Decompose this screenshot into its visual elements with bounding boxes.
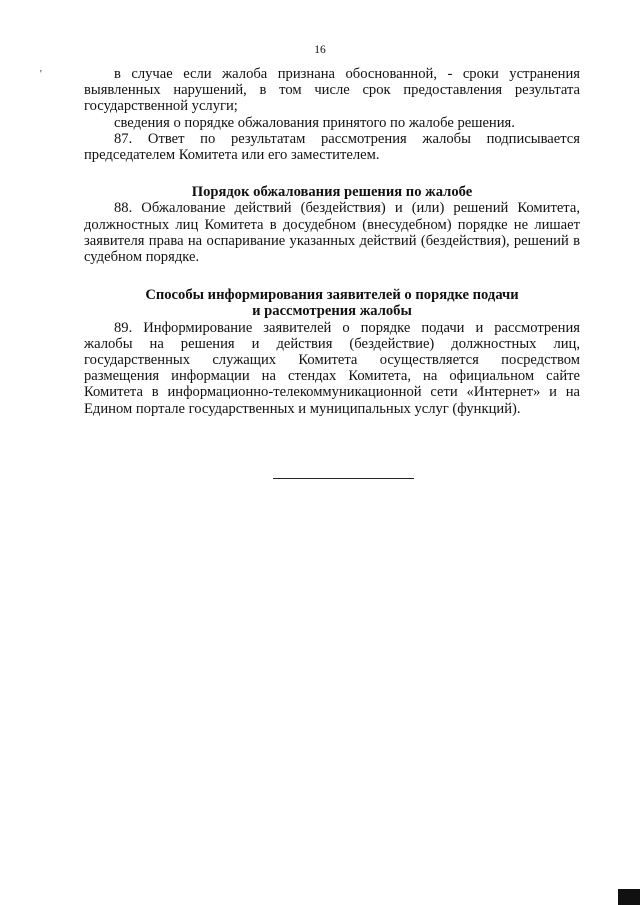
paragraph-appeal-info: сведения о порядке обжалования принятого по жалобе решения. <box>114 114 515 131</box>
scan-corner-artifact <box>618 889 640 905</box>
document-body <box>84 66 580 417</box>
page-number: 16 <box>314 44 326 56</box>
scan-mark: ' <box>40 69 42 80</box>
paragraph-87: 87. Ответ по результатам рассмотрения жалобы подписывается председателем Комитета или его заместителем. <box>84 130 580 164</box>
paragraph-complaint-justified: в случае если жалоба признана обоснованной, - сроки устранения выявленных нарушений, в том числе срок предоставления результата государственной услуги; <box>84 66 580 115</box>
section-heading-appeal-procedure: Порядок обжалования решения по жалобе <box>191 184 473 201</box>
paragraph-88: 88. Обжалование действий (бездействия) и (или) решений Комитета, должностных лиц Комитета в досудебном (внесудебном) порядке не лишает заявителя права на оспаривание указанных действий (бездействия), решений в судебном порядке. <box>84 200 580 266</box>
end-of-text-rule <box>273 478 414 479</box>
section-spacer <box>84 265 580 287</box>
section-heading-informing-line-1: Способы информирования заявителей о порядке подачи <box>145 287 519 304</box>
section-spacer <box>84 163 580 184</box>
section-heading-informing-line-2: и рассмотрения жалобы <box>252 303 412 320</box>
paragraph-89: 89. Информирование заявителей о порядке подачи и рассмотрения жалобы на решения и действия (бездействие) должностных лиц, государственных служащих Комитета осуществляется посредством размещения информации на стендах Комитета, на официальном сайте Комитета в информационно-телекоммуникационной сети «Интернет» и на Едином портале государственных и муниципальных услуг (функций). <box>84 319 580 417</box>
